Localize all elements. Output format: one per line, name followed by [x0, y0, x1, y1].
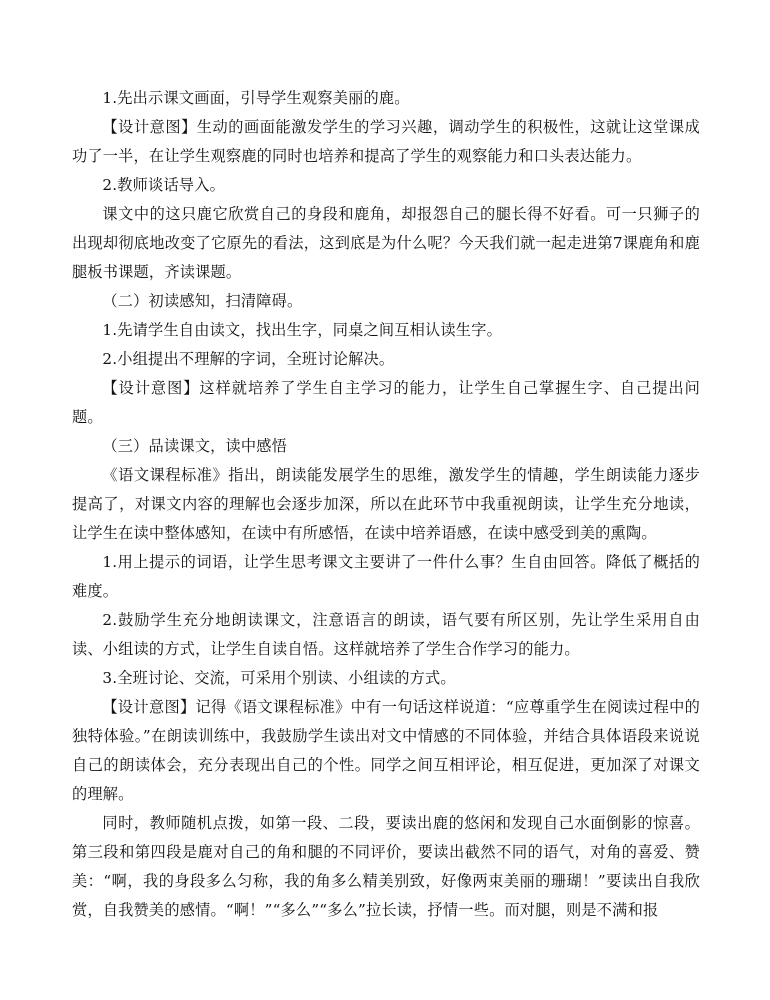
paragraph-teacher-guidance: 同时，教师随机点拨，如第一段、二段，要读出鹿的悠闲和发现自己水面倒影的惊喜。第三段和第四段是鹿对自己的角和腿的不同评价，要读出截然不同的语气，对角的喜爱、赞美：“啊，我的身段多么匀称，我的角多么精美别致，好像两束美丽的珊瑚！”要读出自我欣赏，自我赞美的感情。“啊！”“多么”“多么”拉长读，抒情一些。而对腿，则是不满和报	[72, 814, 700, 919]
paragraph-encourage-reading: 2.鼓励学生充分地朗读课文，注意语言的朗读，语气要有所区别，先让学生采用自由读、小组读的方式，让学生自读自悟。这样就培养了学生合作学习的能力。	[72, 611, 700, 658]
paragraph-step-2: 2.教师谈话导入。	[102, 176, 225, 194]
paragraph-step-1: 1.先出示课文画面，引导学生观察美丽的鹿。	[102, 89, 410, 107]
paragraph-curriculum-standard: 《语文课程标准》指出，朗读能发展学生的思维，激发学生的情趣，学生朗读能力逐步提高了，对课文内容的理解也会逐步加深，所以在此环节中我重视朗读，让学生充分地读，让学生在读中整体感知，在读中有所感悟，在读中培养语感，在读中感受到美的熏陶。	[72, 466, 700, 542]
paragraph-intro-talk: 课文中的这只鹿它欣赏自己的身段和鹿角，却报怨自己的腿长得不好看。可一只狮子的出现却彻底地改变了它原先的看法，这到底是为什么呢？今天我们就一起走进第7课鹿角和鹿腿板书课题，齐读课题。	[72, 205, 700, 281]
section-heading-2: （二）初读感知，扫清障碍。	[102, 292, 303, 310]
paragraph-design-intent-2: 【设计意图】这样就培养了学生自主学习的能力，让学生自己掌握生字、自己提出问题。	[72, 379, 700, 426]
paragraph-summarize: 1.用上提示的词语，让学生思考课文主要讲了一件什么事？生自由回答。降低了概括的难度。	[72, 553, 700, 600]
paragraph-group-questions: 2.小组提出不理解的字词，全班讨论解决。	[102, 350, 395, 368]
paragraph-class-discussion: 3.全班讨论、交流，可采用个别读、小组读的方式。	[102, 669, 456, 687]
paragraph-design-intent-1: 【设计意图】生动的画面能激发学生的学习兴趣，调动学生的积极性，这就让这堂课成功了一半，在让学生观察鹿的同时也培养和提高了学生的观察能力和口头表达能力。	[72, 118, 700, 165]
document-body	[72, 84, 700, 925]
section-heading-3: （三）品读课文，读中感悟	[102, 437, 288, 455]
paragraph-read-freely: 1.先请学生自由读文，找出生字，同桌之间互相认读生字。	[102, 321, 502, 339]
paragraph-design-intent-3: 【设计意图】记得《语文课程标准》中有一句话这样说道：“应尊重学生在阅读过程中的独特体验。”在朗读训练中，我鼓励学生读出对文中情感的不同体验，并结合具体语段来说说自己的朗读体会，充分表现出自己的个性。同学之间互相评论，相互促进，更加深了对课文的理解。	[72, 698, 700, 803]
